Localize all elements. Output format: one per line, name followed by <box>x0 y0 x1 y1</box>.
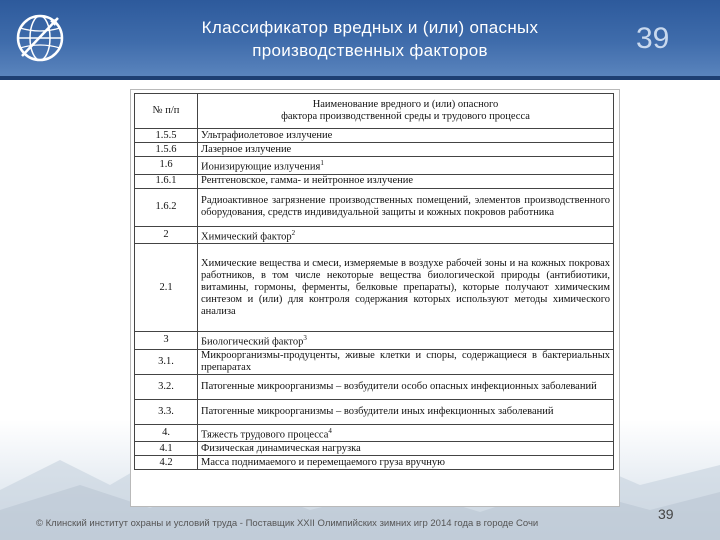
row-number: 1.6.2 <box>135 188 198 226</box>
row-factor-name <box>198 332 614 350</box>
row-text: Масса поднимаемого и перемещаемого груза вручную <box>201 456 445 468</box>
header-divider <box>0 76 720 80</box>
row-number: 2 <box>135 226 198 244</box>
row-text: Рентгеновское, гамма- и нейтронное излучение <box>201 175 414 186</box>
slide-number: 39 <box>636 22 670 55</box>
row-number: 1.6 <box>135 157 198 175</box>
row-number: 3.2. <box>135 374 198 399</box>
row-number: 4.2 <box>135 456 198 470</box>
row-factor-name <box>198 456 614 470</box>
row-factor-name <box>198 244 614 332</box>
table-row <box>135 143 614 157</box>
classifier-table <box>134 93 614 470</box>
table-row <box>135 399 614 424</box>
table-row <box>135 349 614 374</box>
row-number: 3 <box>135 332 198 350</box>
row-number: 3.3. <box>135 399 198 424</box>
row-text: Патогенные микроорганизмы – возбудители особо опасных инфекционных заболеваний <box>201 380 597 392</box>
row-number: 4. <box>135 424 198 442</box>
row-number: 1.6.1 <box>135 174 198 188</box>
table-row <box>135 188 614 226</box>
row-factor-name <box>198 226 614 244</box>
table-row <box>135 374 614 399</box>
col-name-header <box>198 94 614 129</box>
footer-text: © Клинский институт охраны и условий труда - Поставщик XXII Олимпийских зимних игр 2014 года в городе Сочи <box>36 518 539 529</box>
row-text: Радиоактивное загрязнение производственных помещений, элементов производственного оборудования, средств индивидуальной защиты и кожных покровов работника <box>201 195 610 218</box>
row-text: Ионизирующие излучения <box>201 161 321 173</box>
footer-page-number: 39 <box>658 506 674 522</box>
col-number-header: № п/п <box>135 94 198 129</box>
footnote-mark: 4 <box>328 426 332 435</box>
row-text: Биологический фактор <box>201 336 304 348</box>
row-text: Тяжесть трудового процесса <box>201 429 329 440</box>
row-text: Физическая динамическая нагрузка <box>201 442 361 454</box>
row-number: 3.1. <box>135 349 198 374</box>
row-number: 1.5.6 <box>135 143 198 157</box>
table-row <box>135 424 614 442</box>
table-row <box>135 174 614 188</box>
row-factor-name <box>198 424 614 442</box>
row-factor-name <box>198 442 614 456</box>
footnote-mark: 3 <box>303 334 307 342</box>
row-factor-name <box>198 129 614 143</box>
row-number: 1.5.5 <box>135 129 198 143</box>
table-row <box>135 244 614 332</box>
row-factor-name <box>198 157 614 175</box>
table-row <box>135 226 614 244</box>
table-row <box>135 332 614 350</box>
table-row <box>135 157 614 175</box>
globe-logo-icon <box>10 8 70 68</box>
footnote-mark: 1 <box>320 159 324 167</box>
footnote-mark: 2 <box>291 228 296 237</box>
row-factor-name <box>198 374 614 399</box>
col-name-header-line-1: Наименование вредного и (или) опасного <box>312 99 499 110</box>
row-text: Химический фактор <box>201 231 292 242</box>
row-factor-name <box>198 349 614 374</box>
table-header-row <box>135 94 614 129</box>
row-text: Патогенные микроорганизмы – возбудители иных инфекционных заболеваний <box>201 405 554 417</box>
row-text: Микроорганизмы-продуценты, живые клетки и споры, содержащиеся в бактериальных препаратах <box>201 349 610 373</box>
row-number: 4.1 <box>135 442 198 456</box>
row-text: Ультрафиолетовое излучение <box>201 129 333 141</box>
row-number: 2.1 <box>135 244 198 332</box>
table-row <box>135 129 614 143</box>
row-factor-name <box>198 174 614 188</box>
table-row <box>135 456 614 470</box>
title-line-1: Классификатор вредных и (или) опасных <box>201 18 539 37</box>
row-factor-name <box>198 399 614 424</box>
page-title <box>150 16 590 62</box>
row-factor-name <box>198 143 614 157</box>
title-line-2: производственных факторов <box>252 41 488 60</box>
row-text: Лазерное излучение <box>201 143 292 155</box>
row-text: Химические вещества и смеси, измеряемые в воздухе рабочей зоны и на кожных покровах работников, в том числе некоторые вещества биологической природы (антибиотики, витамины, гормоны, ферменты, белковые препараты), которые получают химическим синтезом и (или) для контроля содержания которых используют методы химического анализа <box>201 257 610 317</box>
col-name-header-line-2: фактора производственной среды и трудового процесса <box>281 111 530 122</box>
table-row <box>135 442 614 456</box>
row-factor-name <box>198 188 614 226</box>
